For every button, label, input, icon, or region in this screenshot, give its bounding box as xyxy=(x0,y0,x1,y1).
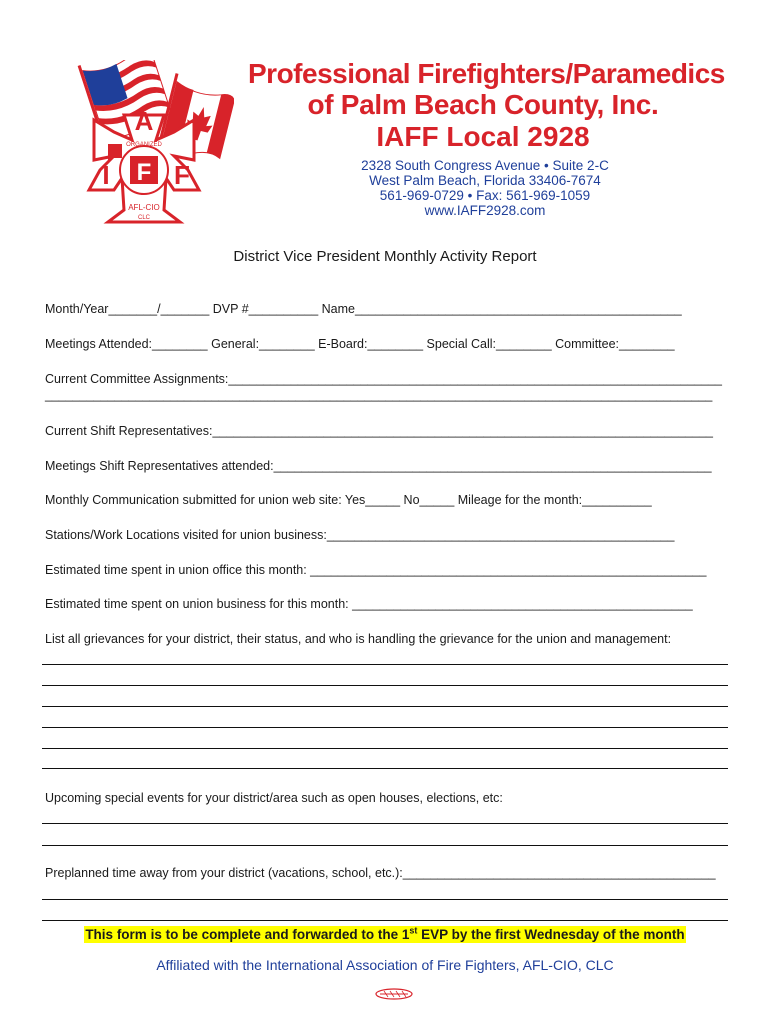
grievance-entry-line[interactable] xyxy=(42,748,728,749)
meetings-attended-line[interactable]: Meetings Attended:________ General:________ E-Board:________ Special Call:________ Committee:________ xyxy=(45,337,675,351)
notice-text-start: This form is to be complete and forwarded to the 1 xyxy=(85,926,410,942)
grievance-entry-line[interactable] xyxy=(42,727,728,728)
stations-visited-line[interactable]: Stations/Work Locations visited for union business:__________________________________________________ xyxy=(45,528,675,542)
contact-block xyxy=(300,158,670,218)
logo-letter-left: I xyxy=(102,160,110,190)
communication-mileage-line[interactable]: Monthly Communication submitted for union web site: Yes_____ No_____ Mileage for the month:__________ xyxy=(45,493,652,507)
grievance-entry-line[interactable] xyxy=(42,664,728,665)
month-year-dvp-name-line[interactable]: Month/Year_______/_______ DVP #__________ Name_______________________________________________ xyxy=(45,302,682,316)
time-away-line[interactable]: Preplanned time away from your district (vacations, school, etc.):_____________________________________________ xyxy=(45,866,716,880)
logo-banner-text: ORGANIZED xyxy=(126,142,162,148)
affiliation-footer: Affiliated with the International Association of Fire Fighters, AFL-CIO, CLC xyxy=(156,957,614,973)
shift-meetings-line[interactable]: Meetings Shift Representatives attended:_______________________________________________________________ xyxy=(45,459,712,473)
organization-title xyxy=(248,58,725,152)
logo-bottom-text: AFL-CIO xyxy=(128,203,160,212)
committee-assignments-line[interactable]: Current Committee Assignments:_______________________________________________________________________ xyxy=(45,372,722,386)
submission-notice xyxy=(0,925,770,942)
phone-fax-line: 561-969-0729 • Fax: 561-969-1059 xyxy=(379,188,591,203)
time-away-entry-line[interactable] xyxy=(42,899,728,900)
logo-letter-center: F xyxy=(136,159,152,186)
union-bug-icon xyxy=(374,988,414,1000)
logo-bottom-text-2: CLC xyxy=(137,215,151,221)
grievance-entry-line[interactable] xyxy=(42,768,728,769)
org-name-line-2: of Palm Beach County, Inc. xyxy=(307,89,659,120)
events-entry-line[interactable] xyxy=(42,823,728,824)
business-time-line[interactable]: Estimated time spent on union business for this month: _________________________________________________ xyxy=(45,597,693,611)
org-name-line-1: Professional Firefighters/Paramedics xyxy=(248,58,725,89)
logo-letter-top: A xyxy=(134,106,154,136)
iaff-logo xyxy=(54,60,234,230)
time-away-entry-line[interactable] xyxy=(42,920,728,921)
committee-assignments-continued[interactable]: ________________________________________________________________________________________________ xyxy=(45,388,713,402)
address-line-2: West Palm Beach, Florida 33406-7674 xyxy=(369,173,601,188)
grievance-entry-line[interactable] xyxy=(42,685,728,686)
office-time-line[interactable]: Estimated time spent in union office this month: _________________________________________________________ xyxy=(45,563,707,577)
shift-representatives-line[interactable]: Current Shift Representatives:________________________________________________________________________ xyxy=(45,424,713,438)
grievance-entry-line[interactable] xyxy=(42,706,728,707)
report-title: District Vice President Monthly Activity Report xyxy=(233,248,537,265)
notice-superscript: st xyxy=(409,925,418,935)
website-link[interactable]: www.IAFF2928.com xyxy=(424,203,546,218)
special-events-label: Upcoming special events for your district/area such as open houses, elections, etc: xyxy=(45,791,503,805)
address-line-1: 2328 South Congress Avenue • Suite 2-C xyxy=(361,158,609,173)
grievances-label: List all grievances for your district, their status, and who is handling the grievance for the union and management: xyxy=(45,632,672,646)
highlighted-notice xyxy=(84,926,685,943)
notice-text-end: EVP by the first Wednesday of the month xyxy=(417,926,685,942)
logo-letter-right: F xyxy=(174,160,190,190)
events-entry-line[interactable] xyxy=(42,845,728,846)
org-name-line-3: IAFF Local 2928 xyxy=(376,121,590,152)
